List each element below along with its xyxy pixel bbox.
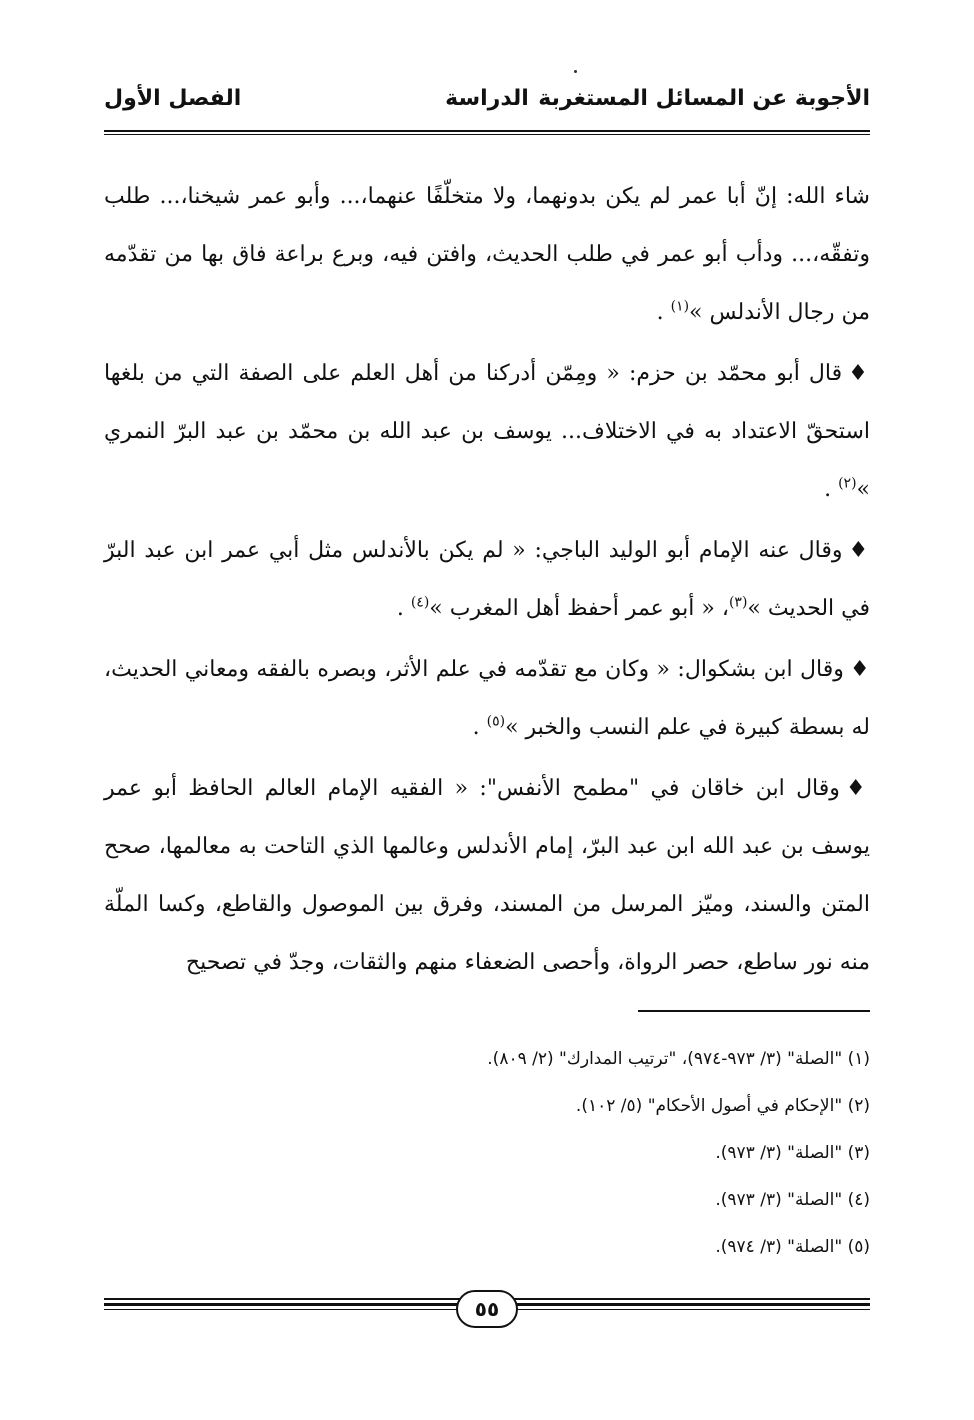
paragraph-end: . bbox=[656, 300, 664, 325]
book-title: الأجوبة عن المسائل المستغربة bbox=[538, 86, 870, 111]
paragraph bbox=[104, 759, 870, 992]
paragraph bbox=[104, 640, 870, 757]
paragraph-text: ، « أبو عمر أحفظ أهل المغرب » bbox=[429, 596, 729, 621]
footnote-ref[interactable]: (٣) bbox=[728, 594, 748, 611]
page-number: ٥٥ bbox=[456, 1290, 518, 1328]
footnote: (٣) "الصلة" (٣/ ٩٧٣). bbox=[715, 1143, 870, 1163]
diamond-bullet-icon: ♦ bbox=[845, 775, 870, 801]
diamond-bullet-icon: ♦ bbox=[848, 360, 870, 386]
header-rule bbox=[104, 130, 870, 135]
footnote: (٥) "الصلة" (٣/ ٩٧٤). bbox=[715, 1237, 870, 1257]
footnote: (١) "الصلة" (٣/ ٩٧٣-٩٧٤)، "ترتيب المدارك" (٢/ ٨٠٩). bbox=[487, 1049, 870, 1069]
footnote-ref[interactable]: (١) bbox=[670, 298, 690, 315]
paragraph-text: شاء الله: إنّ أبا عمر لم يكن بدونهما، ولا متخلّفًا عنهما،... وأبو عمر شيخنا،... طلب وتفقّه،... ودأب أبو عمر في طلب الحديث، وافتن فيه، وبرع براعة فاق بها من تقدّمه من رجال الأندلس » bbox=[104, 184, 870, 325]
paragraph-end: . bbox=[824, 477, 832, 502]
footnote-separator bbox=[638, 1010, 870, 1012]
paragraph-end: . bbox=[396, 596, 404, 621]
paragraph-text: وقال ابن بشكوال: « وكان مع تقدّمه في علم الأثر، وبصره بالفقه ومعاني الحديث، له بسطة كبيرة في علم النسب والخبر » bbox=[104, 657, 870, 740]
footnote-ref[interactable]: (٤) bbox=[410, 594, 430, 611]
scan-speck bbox=[574, 70, 577, 73]
diamond-bullet-icon: ♦ bbox=[849, 656, 870, 682]
footnote: (٤) "الصلة" (٣/ ٩٧٣). bbox=[715, 1190, 870, 1210]
paragraph-text: وقال ابن خاقان في "مطمح الأنفس": « الفقيه الإمام العالم الحافظ أبو عمر يوسف بن عبد الله ابن عبد البرّ، إمام الأندلس وعالمها الذي التاحت به معالمها، صحح المتن والسند، وميّز المرسل من المسند، وفرق بين الموصول والقاطع، وكسا الملّة منه نور ساطع، حصر الرواة، وأحصى الضعفاء منهم والثقات، وجدّ في تصحيح bbox=[104, 776, 870, 975]
paragraph bbox=[104, 344, 870, 519]
paragraph-text: وقال عنه الإمام أبو الوليد الباجي: « لم يكن بالأندلس مثل أبي عمر ابن عبد البرّ في الحديث » bbox=[104, 538, 870, 621]
body-text bbox=[104, 168, 870, 994]
chapter-title: الفصل الأول bbox=[104, 86, 242, 111]
footnote-ref[interactable]: (٢) bbox=[838, 475, 857, 492]
footnote-ref[interactable]: (٥) bbox=[486, 713, 506, 730]
paragraph bbox=[104, 521, 870, 638]
paragraph bbox=[104, 168, 870, 342]
paragraph-text: قال أبو محمّد بن حزم: « ومِمّن أدركنا من أهل العلم على الصفة التي من بلغها استحقّ الاعتداد به في الاختلاف... يوسف بن عبد الله بن محمّد بن عبد البرّ النمري » bbox=[104, 361, 870, 502]
footnote: (٢) "الإحكام في أصول الأحكام" (٥/ ١٠٢). bbox=[575, 1096, 870, 1116]
footnotes bbox=[104, 1036, 870, 1271]
paragraph-end: . bbox=[472, 715, 480, 740]
section-title: الدراسة bbox=[445, 86, 529, 111]
running-head bbox=[104, 86, 870, 126]
diamond-bullet-icon: ♦ bbox=[848, 537, 870, 563]
